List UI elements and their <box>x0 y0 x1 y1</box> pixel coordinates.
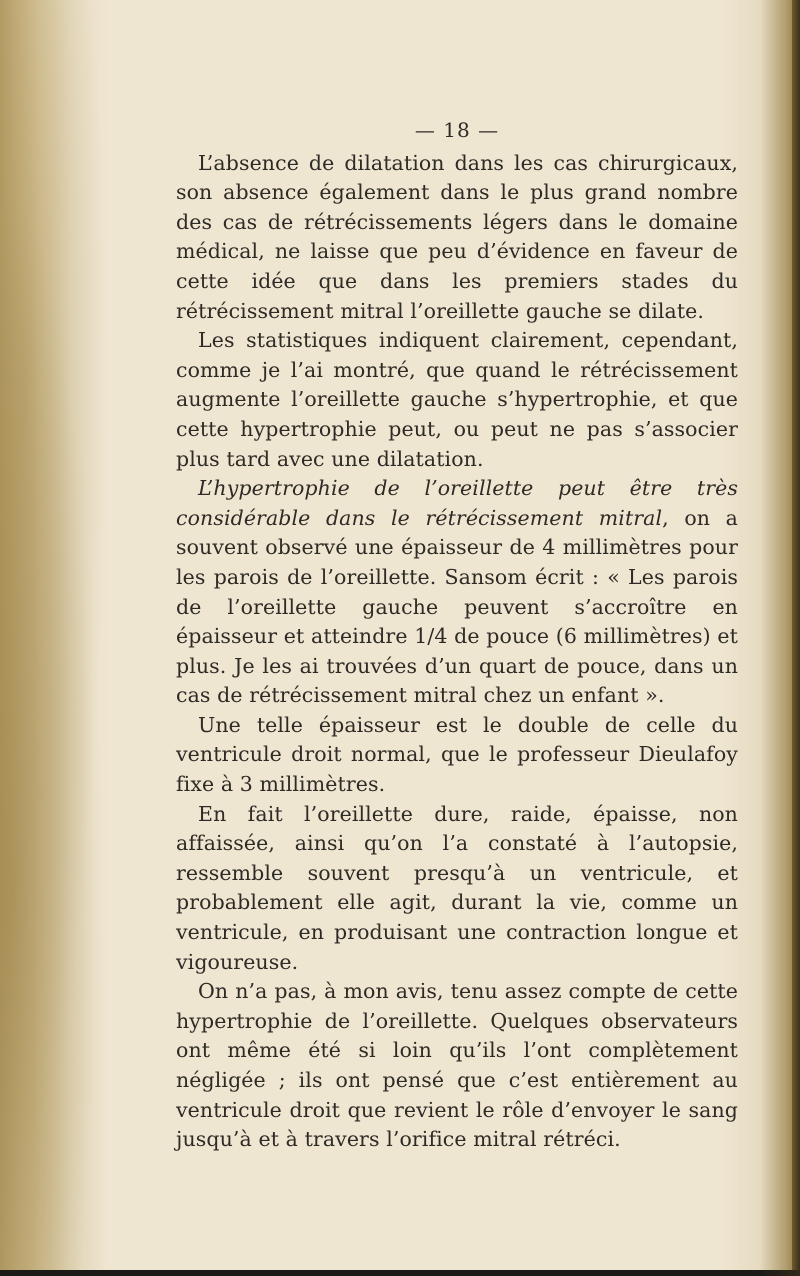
paragraph-1 <box>176 149 738 327</box>
paragraph-3-text: , on a souvent observé une épaisseur de 4 millimètres pour les parois de l’oreillette. Sansom écrit : « Les parois de l’oreillette gauche peuvent s’accroître en épaisseur et atteindre 1/4 de pouce (6 millimètres) et plus. Je les ai trouvées d’un quart de pouce, dans un cas de rétrécissement mitral chez un enfant ». <box>176 505 738 708</box>
paragraph-2 <box>176 326 738 474</box>
paragraph-3 <box>176 474 738 711</box>
paragraph-2-text: Les statistiques indiquent clairement, cependant, comme je l’ai montré, que quand le rétrécissement augmente l’oreillette gauche s’hypertrophie, et que cette hypertrophie peut, ou peut ne pas s’associer plus tard avec une dilatation. <box>176 328 738 471</box>
paragraph-4 <box>176 711 738 800</box>
paragraph-1-text: L’absence de dilatation dans les cas chirurgicaux, son absence également dans le plus grand nombre des cas de rétrécissements légers dans le domaine médical, ne laisse que peu d’évidence en faveur de cette idée que dans les premiers stades du rétrécissement mitral l’oreillette gauche se dilate. <box>176 150 738 323</box>
page-number: — 18 — <box>414 118 500 142</box>
paragraph-6 <box>176 977 738 1155</box>
page-text-block <box>176 116 738 1155</box>
paragraph-4-text: Une telle épaisseur est le double de celle du ventricule droit normal, que le professeur Dieulafoy fixe à 3 millimètres. <box>176 712 738 797</box>
page-bottom-edge <box>0 1270 800 1276</box>
paragraph-5 <box>176 800 738 978</box>
paragraph-6-text: On n’a pas, à mon avis, tenu assez compte de cette hypertrophie de l’oreillette. Quelques observateurs ont même été si loin qu’ils l’ont complètement négligée ; ils ont pensé que c’est entièrement au ventricule droit que revient le rôle d’envoyer le sang jusqu’à et à travers l’orifice mitral rétréci. <box>176 979 738 1152</box>
paragraph-5-text: En fait l’oreillette dure, raide, épaisse, non affaissée, ainsi qu’on l’a constaté à l’autopsie, ressemble souvent presqu’à un ventricule, et probablement elle agit, durant la vie, comme un ventricule, en produisant une contraction longue et vigoureuse. <box>176 801 738 974</box>
page-right-edge <box>792 0 800 1276</box>
paragraph-3-italic: L’hypertrophie de l’oreillette peut être très considérable dans le rétrécissement mitral <box>176 476 738 530</box>
